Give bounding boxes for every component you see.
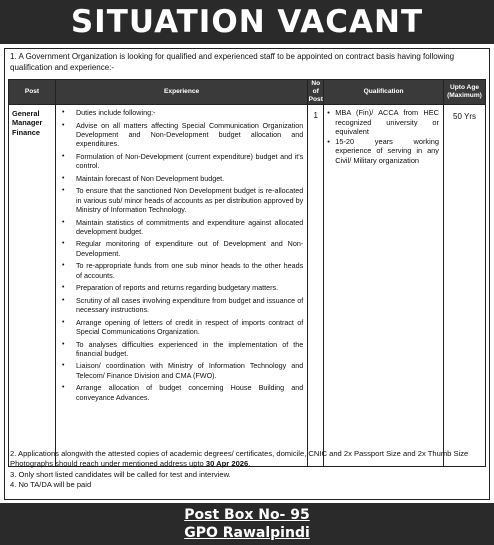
duty-item: [59, 283, 303, 292]
post-title: General Manager Finance: [9, 105, 56, 467]
header-qualification: Qualification: [324, 80, 444, 105]
duty-item-text: Maintain statistics of commitments and expenditure against allocated development budget.: [75, 217, 304, 236]
note-2-text: 2. Applications alongwith the attested copies of academic degrees/ certificates, domicile, CNIC and 2x Passport Size and 2x Thumb Size Photographs should reach under mentioned address upto: [10, 449, 469, 469]
bullet-icon: •: [61, 121, 65, 129]
duty-item-text: Preparation of reports and returns regarding budgetary matters.: [75, 283, 279, 293]
bullet-icon: •: [61, 187, 65, 195]
header-experience: Experience: [55, 80, 307, 105]
note-4: 4. No TA/DA will be paid: [10, 480, 92, 490]
qualification-item-text: 15-20 years working experience of serving in any Civil/ Military organization: [335, 136, 439, 165]
no-of-post-value: 1: [308, 105, 324, 467]
duties-list: [59, 108, 303, 402]
bullet-icon: •: [61, 362, 65, 370]
qualification-item-text: MBA (Fin)/ ACCA from HEC recognized university or equivalent: [335, 108, 439, 137]
duty-item: [59, 186, 303, 214]
bullet-icon: •: [327, 136, 330, 146]
duty-item-text: Maintain forecast of Non Development budget.: [75, 173, 225, 183]
qualification-cell: [324, 105, 444, 467]
bullet-icon: •: [61, 296, 65, 304]
table-row: [9, 105, 486, 467]
duty-item: [59, 261, 303, 280]
table-header-row: [9, 80, 486, 105]
duty-item-text: To ensure that the sanctioned Non Development budget is re-allocated in various sub/ minor heads of accounts as per distribution approved by Ministry of Information Technology.: [75, 186, 304, 215]
duty-item-text: Scrutiny of all cases involving expenditure from budget and issuance of necessary instructions.: [75, 295, 304, 315]
duty-item: [59, 296, 303, 315]
notes: [10, 449, 486, 491]
bullet-icon: •: [61, 218, 65, 226]
bullet-icon: •: [61, 109, 65, 116]
duty-item: [59, 383, 303, 402]
bullet-icon: •: [61, 174, 65, 182]
duty-item-text: Liaison/ coordination with Ministry of Information Technology and Telecom/ Finance Division and CMA (FWO).: [75, 361, 304, 380]
experience-cell: [55, 105, 307, 467]
duty-item-text: Duties include following:-: [75, 108, 156, 117]
duty-item-text: Arrange opening of letters of credit in respect of imports contract of Special Communications Organization.: [75, 317, 304, 337]
duty-item: [59, 152, 303, 171]
qualification-item: [327, 108, 439, 137]
header-upto-age: Upto Age (Maximum): [443, 80, 485, 105]
bullet-icon: •: [327, 108, 330, 117]
bullet-icon: •: [61, 284, 65, 292]
duty-item-text: To re-appropriate funds from one sub minor heads to the other heads of accounts.: [75, 261, 304, 280]
bullet-icon: •: [61, 318, 65, 326]
duty-item: [59, 340, 303, 359]
duty-item: [59, 174, 303, 183]
page-title: SITUATION VACANT: [0, 0, 494, 44]
duty-item: [59, 318, 303, 337]
duty-item-text: Formulation of Non-Development (current expenditure) budget and it's control.: [75, 151, 304, 171]
intro-paragraph: 1. A Government Organization is looking for qualified and experienced staff to be appointed on contract basis having following qualification and experience:-: [10, 52, 455, 72]
note-2: [10, 449, 486, 470]
duty-item: [59, 361, 303, 380]
bullet-icon: •: [61, 152, 65, 160]
address-footer: [0, 503, 494, 545]
duty-item-text: Regular monitoring of expenditure out of Development and Non-Development.: [75, 239, 304, 258]
bullet-icon: •: [61, 384, 65, 392]
bullet-icon: •: [61, 262, 65, 270]
header-no-of-post: No of Post: [308, 80, 323, 103]
vacancy-table: [8, 79, 486, 467]
qualification-list: [327, 108, 439, 166]
deadline-date: 30 Apr 2026: [205, 459, 249, 469]
duty-item-text: To analyses difficulties experienced in the implementation of the financial budget.: [75, 339, 304, 358]
upto-age-value: 50 Yrs: [443, 105, 485, 467]
bullet-icon: •: [61, 340, 65, 348]
note-2-end: .: [248, 459, 251, 469]
duty-item: [59, 218, 303, 237]
header-post: Post: [9, 80, 56, 105]
duty-item-text: Arrange allocation of budget concerning House Building and conveyance Advances.: [75, 383, 304, 402]
qualification-item: [327, 137, 439, 166]
gpo-line: GPO Rawalpindi: [184, 525, 310, 541]
post-box-line: Post Box No- 95: [184, 507, 310, 523]
duty-item: [59, 239, 303, 258]
duty-item: [59, 121, 303, 149]
duty-item-text: Advise on all matters affecting Special Communication Organization Development and Non-Development budget allocation and expenditures.: [75, 120, 304, 149]
duty-item: [59, 108, 303, 117]
note-3: 3. Only short listed candidates will be called for test and interview.: [10, 469, 231, 479]
bullet-icon: •: [61, 240, 65, 248]
